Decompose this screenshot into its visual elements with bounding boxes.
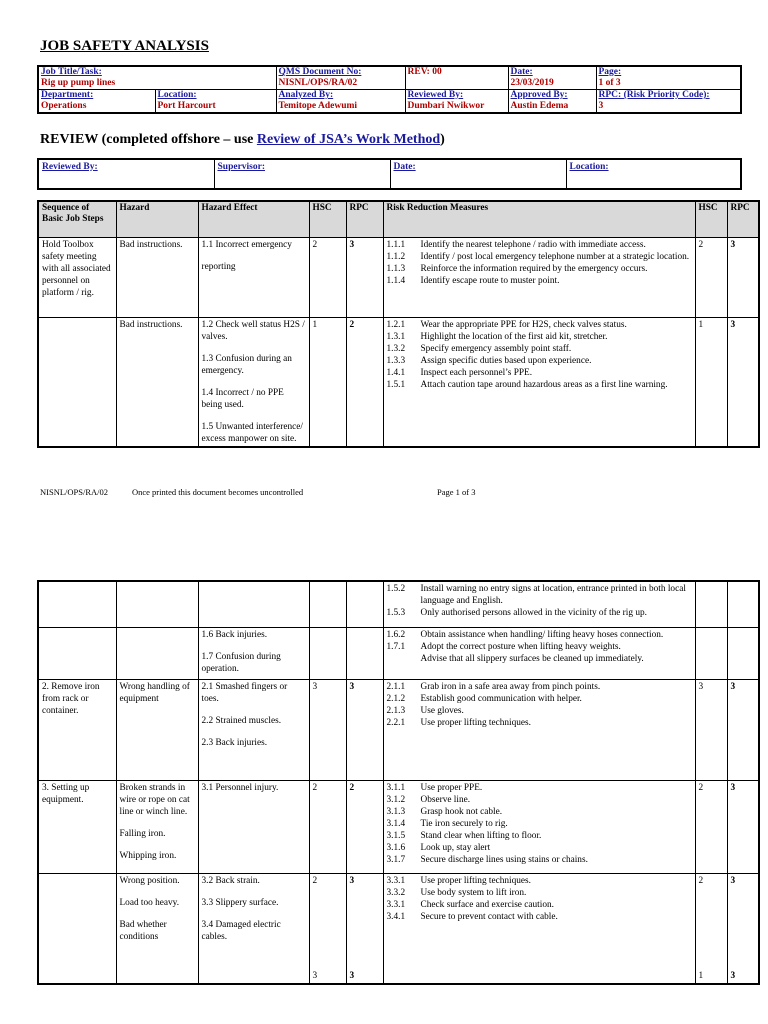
reviewed-cell [405, 90, 508, 114]
hazard-text: Bad whether conditions [119, 919, 167, 942]
measure-item [387, 367, 692, 379]
effect-text: reporting [201, 261, 236, 272]
rpc2-value: 3 [730, 319, 736, 330]
measure-text: Install warning no entry signs at location, entrance printed in both local language and English. [420, 584, 686, 606]
cell-step [38, 581, 116, 627]
measure-item [387, 705, 692, 717]
measure-text: Use proper PPE. [420, 782, 483, 793]
footer-note: Once printed this document becomes uncontrolled [132, 487, 304, 497]
hsc2-value: 3 [698, 681, 704, 692]
effect-text: 1.3 Confusion during an emergency. [201, 353, 292, 376]
cell-effect [198, 581, 309, 627]
measure-text: Check surface and exercise caution. [420, 899, 554, 910]
header-table [37, 65, 742, 114]
measure-text: Adopt the correct posture when lifting heavy weights. [420, 641, 621, 652]
line-gap [202, 377, 306, 387]
measure-number: 1.6.2 [386, 629, 406, 640]
cell-rpc [346, 780, 383, 873]
hsc2-value: 2 [698, 875, 704, 886]
measure-text: Use body system to lift iron. [420, 887, 527, 898]
col-measures: Risk Reduction Measures [383, 201, 695, 237]
measure-number: 2.1.3 [386, 705, 406, 716]
hazard-text: Wrong handling of equipment [119, 681, 190, 704]
cell-hsc [309, 873, 346, 984]
effect-text: 1.1 Incorrect emergency [201, 239, 292, 250]
cell-rpc2 [727, 873, 759, 984]
cell-hazard [116, 581, 198, 627]
approved-cell [508, 90, 596, 114]
measure-text: Tie iron securely to rig. [420, 818, 508, 829]
cell-step [38, 627, 116, 679]
table-row [38, 679, 759, 780]
cell-rpc [346, 581, 383, 627]
measure-number: 1.3.2 [386, 343, 406, 354]
measure-text: Grab iron in a safe area away from pinch points. [420, 681, 601, 692]
measure-item [387, 911, 692, 923]
measure-text: Grasp hook not cable. [420, 806, 503, 817]
measure-item [387, 717, 692, 729]
measure-item [387, 653, 692, 665]
hsc2-value: 2 [698, 239, 704, 250]
measure-item [387, 842, 692, 854]
effect-text: 1.7 Confusion during operation. [201, 651, 281, 674]
jsa-table-page1 [37, 200, 760, 448]
location-cell [155, 90, 276, 114]
measure-text: Wear the appropriate PPE for H2S, check valves status. [420, 319, 627, 330]
table-row [38, 873, 759, 984]
review-location[interactable]: Location: [566, 159, 741, 189]
review-table [37, 158, 742, 190]
col-effect: Hazard Effect [198, 201, 309, 237]
footer-page: Page 1 of 3 [437, 487, 476, 497]
measure-item [387, 818, 692, 830]
qms-label: QMS Document No: [278, 67, 362, 77]
page-value: 1 of 3 [598, 78, 621, 88]
line-gap [202, 411, 306, 421]
qms-value: NISNL/OPS/RA/02 [278, 78, 358, 88]
cell-rpc [346, 679, 383, 780]
measure-text: Stand clear when lifting to floor. [420, 830, 542, 841]
department-value: Operations [41, 101, 87, 111]
hazard-text: Whipping iron. [119, 850, 177, 861]
measure-item [387, 854, 692, 866]
line-gap [202, 251, 306, 261]
review-heading [40, 132, 445, 148]
col-hsc: HSC [309, 201, 346, 237]
job-title-value: Rig up pump lines [41, 78, 116, 88]
cell-hazard [116, 873, 198, 984]
measure-number: 1.3.1 [386, 331, 406, 342]
cell-rpc2 [727, 679, 759, 780]
qms-cell [276, 66, 405, 90]
cell-hazard [116, 627, 198, 679]
measure-text: Establish good communication with helper. [420, 693, 582, 704]
measure-number: 1.5.3 [386, 608, 406, 618]
effect-text: 1.4 Incorrect / no PPE being used. [201, 387, 284, 410]
cell-rpc [346, 317, 383, 447]
location-value: Port Harcourt [157, 101, 216, 111]
jsa-table-page2 [37, 580, 760, 985]
measure-item [387, 331, 692, 343]
measure-text: Advise that all slippery surfaces be cleaned up immediately. [420, 653, 644, 664]
cell-measures [383, 627, 695, 679]
measure-item [387, 583, 692, 607]
measure-text: Look up, stay alert [420, 842, 491, 853]
measure-item [387, 641, 692, 653]
measure-item [387, 239, 692, 251]
measure-text: Secure to prevent contact with cable. [420, 911, 558, 922]
hsc-value-b: 3 [312, 971, 318, 981]
measure-item [387, 875, 692, 887]
hsc2-value: 2 [698, 782, 704, 793]
line-gap [120, 818, 195, 828]
line-gap [202, 887, 306, 897]
cell-effect [198, 627, 309, 679]
measure-text: Identify the nearest telephone / radio with immediate access. [420, 239, 646, 250]
line-gap [202, 343, 306, 353]
measure-number: 1.2.1 [386, 319, 406, 330]
rpc2-value: 3 [730, 782, 736, 793]
cell-hazard [116, 679, 198, 780]
measure-text: Identify / post local emergency telephone number at a strategic location. [420, 251, 690, 262]
measure-item [387, 607, 692, 619]
cell-rpc [346, 873, 383, 984]
measure-item [387, 887, 692, 899]
measure-item [387, 899, 692, 911]
line-gap [202, 705, 306, 715]
cell-hazard [116, 317, 198, 447]
cell-rpc2 [727, 627, 759, 679]
measure-number: 2.2.1 [386, 717, 406, 728]
rpc-value: 3 [598, 101, 604, 111]
rpc-value: 3 [349, 681, 355, 692]
measure-item [387, 693, 692, 705]
effect-text: 3.1 Personnel injury. [201, 782, 279, 793]
hazard-text: Bad instructions. [119, 319, 183, 330]
measure-number: 1.7.1 [386, 641, 406, 652]
analyzed-value: Temitope Adewumi [278, 101, 358, 111]
cell-effect [198, 317, 309, 447]
cell-hsc [309, 317, 346, 447]
hsc2-value-b: 1 [698, 971, 704, 981]
line-gap [202, 727, 306, 737]
page-label: Page: [598, 67, 622, 77]
hazard-text: Broken strands in wire or rope on cat line or winch line. [119, 782, 190, 817]
measure-text: Specify emergency assembly point staff. [420, 343, 572, 354]
measure-text: Identify escape route to muster point. [420, 275, 560, 286]
rev-label: REV: 00 [407, 67, 442, 77]
review-date[interactable]: Date: [390, 159, 566, 189]
job-title-cell [38, 66, 276, 90]
effect-text: 3.2 Back strain. [201, 875, 260, 886]
department-label: Department: [41, 90, 94, 100]
measure-number: 3.3.1 [386, 899, 406, 910]
cell-hsc2 [695, 873, 727, 984]
cell-effect [198, 237, 309, 317]
col-rpc2: RPC [727, 201, 759, 237]
department-cell [38, 90, 155, 114]
measure-number: 1.1.3 [386, 263, 406, 274]
effect-text: 2.2 Strained muscles. [201, 715, 282, 726]
measure-item [387, 794, 692, 806]
hazard-text: Load too heavy. [119, 897, 180, 908]
cell-effect [198, 873, 309, 984]
measure-number: 3.1.5 [386, 830, 406, 841]
measure-number: 2.1.2 [386, 693, 406, 704]
cell-hsc2 [695, 780, 727, 873]
hsc-value: 2 [312, 782, 318, 793]
measure-text: Attach caution tape around hazardous areas as a first line warning. [420, 379, 668, 390]
table-row [38, 627, 759, 679]
measure-number: 1.4.1 [386, 367, 406, 378]
measure-text: Secure discharge lines using stains or chains. [420, 854, 588, 865]
measure-number: 1.5.1 [386, 379, 406, 390]
rev-cell [405, 66, 508, 90]
effect-text: 3.4 Damaged electric cables. [201, 919, 281, 942]
date-cell [508, 66, 596, 90]
hsc-value: 3 [312, 681, 318, 692]
measure-number: 2.1.1 [386, 681, 406, 692]
location-label: Location: [157, 90, 197, 100]
cell-rpc [346, 627, 383, 679]
rpc2-value: 3 [730, 681, 736, 692]
reviewed-value: Dumbari Nwikwor [407, 101, 485, 111]
cell-rpc [346, 237, 383, 317]
cell-measures [383, 581, 695, 627]
analyzed-cell [276, 90, 405, 114]
table-row [38, 780, 759, 873]
date-label: Date: [510, 67, 533, 77]
measure-item [387, 806, 692, 818]
measure-number: 1.5.2 [386, 584, 406, 594]
measure-item [387, 251, 692, 263]
line-gap [120, 887, 195, 897]
cell-rpc2 [727, 317, 759, 447]
rpc-label: RPC: (Risk Priority Code): [598, 90, 710, 100]
hazard-text: Falling iron. [119, 828, 166, 839]
cell-rpc2 [727, 581, 759, 627]
review-reviewed-by[interactable]: Reviewed By: [38, 159, 214, 189]
cell-rpc2 [727, 237, 759, 317]
cell-hazard [116, 237, 198, 317]
job-title-label: Job Title/Task: [41, 67, 102, 77]
cell-hsc2 [695, 237, 727, 317]
measure-number: 1.1.1 [386, 239, 406, 250]
col-hazard: Hazard [116, 201, 198, 237]
measure-number: 3.1.6 [386, 842, 406, 853]
measure-text: Use proper lifting techniques. [420, 717, 532, 728]
footer-doc: NISNL/OPS/RA/02 [40, 487, 109, 497]
measure-item [387, 355, 692, 367]
measure-item [387, 681, 692, 693]
line-gap [202, 641, 306, 651]
cell-effect [198, 679, 309, 780]
cell-hsc2 [695, 627, 727, 679]
col-sequence: Sequence of Basic Job Steps [38, 201, 116, 237]
cell-step: 3. Setting up equipment. [38, 780, 116, 873]
table-row [38, 317, 759, 447]
cell-hsc2 [695, 581, 727, 627]
measure-item [387, 830, 692, 842]
measure-text: Assign specific duties based upon experience. [420, 355, 592, 366]
effect-text: 1.5 Unwanted interference/ excess manpower on site. [201, 421, 303, 444]
measure-text: Inspect each personnel’s PPE. [420, 367, 533, 378]
measure-item [387, 629, 692, 641]
cell-measures [383, 780, 695, 873]
cell-hsc [309, 237, 346, 317]
approved-label: Approved By: [510, 90, 568, 100]
cell-hsc2 [695, 679, 727, 780]
cell-rpc2 [727, 780, 759, 873]
cell-hsc [309, 780, 346, 873]
measure-text: Highlight the location of the first aid kit, stretcher. [420, 331, 608, 342]
page-cell [596, 66, 741, 90]
cell-step: Hold Toolbox safety meeting with all associated personnel on platform / rig. [38, 237, 116, 317]
cell-hsc2 [695, 317, 727, 447]
cell-measures [383, 317, 695, 447]
measure-number: 1.1.4 [386, 275, 406, 286]
col-rpc: RPC [346, 201, 383, 237]
measure-item [387, 782, 692, 794]
cell-measures [383, 237, 695, 317]
measure-item [387, 343, 692, 355]
cell-measures [383, 679, 695, 780]
measure-number: 3.1.1 [386, 782, 406, 793]
line-gap [202, 909, 306, 919]
measure-text: Use proper lifting techniques. [420, 875, 532, 886]
measure-text: Use gloves. [420, 705, 464, 716]
line-gap [120, 909, 195, 919]
review-supervisor[interactable]: Supervisor: [214, 159, 390, 189]
measure-item [387, 263, 692, 275]
measure-number: 3.1.7 [386, 854, 406, 865]
measure-number: 3.1.3 [386, 806, 406, 817]
cell-hazard [116, 780, 198, 873]
cell-measures [383, 873, 695, 984]
rpc-value: 3 [349, 239, 355, 250]
effect-text: 2.1 Smashed fingers or toes. [201, 681, 288, 704]
measure-number: 3.1.4 [386, 818, 406, 829]
rpc2-value: 3 [730, 875, 736, 886]
measure-number: 3.3.1 [386, 875, 406, 886]
rpc2-value: 3 [730, 239, 736, 250]
line-gap [120, 840, 195, 850]
table-row [38, 581, 759, 627]
hazard-text: Bad instructions. [119, 239, 183, 250]
effect-text: 1.6 Back injuries. [201, 629, 268, 640]
measure-text: Obtain assistance when handling/ lifting heavy hoses connection. [420, 629, 664, 640]
measure-item [387, 319, 692, 331]
cell-hsc [309, 679, 346, 780]
rpc-cell [596, 90, 741, 114]
measure-number: 3.3.2 [386, 887, 406, 898]
col-hsc2: HSC [695, 201, 727, 237]
hsc2-value: 1 [698, 319, 704, 330]
cell-step: 2. Remove iron from rack or container. [38, 679, 116, 780]
date-value: 23/03/2019 [510, 78, 554, 88]
document-title: JOB SAFETY ANALYSIS [40, 38, 209, 54]
review-prefix: REVIEW (completed offshore – use [40, 132, 257, 147]
review-link[interactable]: Review of JSA’s Work Method [256, 132, 441, 147]
rpc-value-b: 3 [349, 971, 355, 981]
measure-text: Reinforce the information required by the emergency occurs. [420, 263, 648, 274]
cell-hsc [309, 627, 346, 679]
rpc-value: 2 [349, 782, 355, 793]
table-row [38, 237, 759, 317]
measure-number [387, 653, 421, 665]
measure-number: 3.4.1 [386, 911, 406, 922]
measure-item [387, 379, 692, 391]
reviewed-label: Reviewed By: [407, 90, 464, 100]
measure-text: Only authorised persons allowed in the vicinity of the rig up. [420, 608, 647, 618]
measure-item [387, 275, 692, 287]
approved-value: Austin Edema [510, 101, 569, 111]
cell-step [38, 317, 116, 447]
hsc-value: 2 [312, 875, 318, 886]
analyzed-label: Analyzed By: [278, 90, 334, 100]
hazard-text: Wrong position. [119, 875, 180, 886]
measure-number: 3.1.2 [386, 794, 406, 805]
effect-text: 1.2 Check well status H2S / valves. [201, 319, 305, 342]
measure-number: 1.3.3 [386, 355, 406, 366]
rpc2-value-b: 3 [730, 971, 736, 981]
cell-step [38, 873, 116, 984]
rpc-value: 3 [349, 875, 355, 886]
review-suffix: ) [440, 132, 445, 147]
hsc-value: 2 [312, 239, 318, 250]
effect-text: 3.3 Slippery surface. [201, 897, 279, 908]
measure-number: 1.1.2 [386, 251, 406, 262]
effect-text: 2.3 Back injuries. [201, 737, 268, 748]
cell-effect [198, 780, 309, 873]
rpc-value: 2 [349, 319, 355, 330]
hsc-value: 1 [312, 319, 318, 330]
measure-text: Observe line. [420, 794, 471, 805]
cell-hsc [309, 581, 346, 627]
